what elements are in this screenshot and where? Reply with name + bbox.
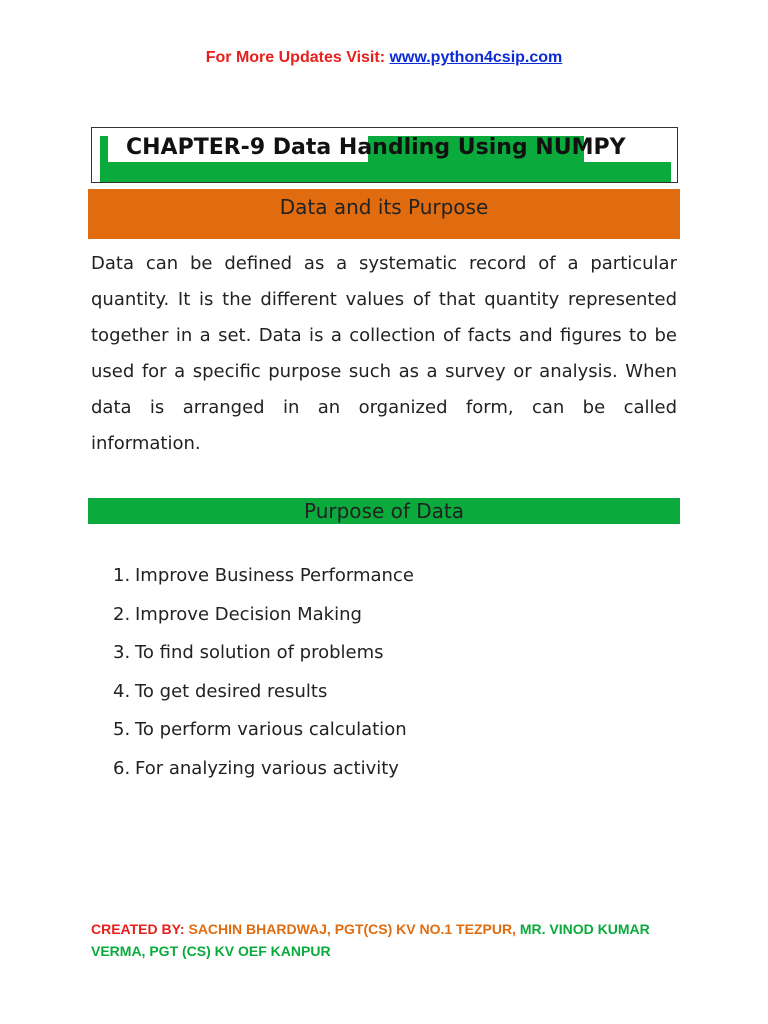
list-text: Improve Decision Making	[135, 603, 362, 625]
list-item	[113, 674, 414, 713]
list-number: 6.	[113, 757, 131, 779]
section-heading-purpose-of-data: Purpose of Data	[88, 498, 680, 524]
list-number: 5.	[113, 719, 131, 741]
list-text: Improve Business Performance	[135, 565, 414, 586]
list-item	[113, 635, 414, 674]
data-definition-paragraph: Data can be defined as a systematic record of a particular quantity. It is the different values of that quantity represented together in a set. Data is a collection of facts and figures to be used for a specific purpose such as a survey or analysis. When data is arranged in an organized form, can be called information.	[91, 253, 677, 454]
list-number: 4.	[113, 680, 131, 702]
author-2: MR. VINOD KUMAR VERMA, PGT (CS) KV OEF KANPUR	[91, 921, 650, 959]
chapter-highlight	[100, 162, 671, 183]
header-line	[0, 49, 768, 67]
list-number: 3.	[113, 642, 131, 664]
author-1: SACHIN BHARDWAJ, PGT(CS) KV NO.1 TEZPUR,	[188, 921, 516, 937]
list-text: For analyzing various activity	[135, 757, 399, 779]
list-text: To find solution of problems	[135, 642, 384, 664]
footer-credits	[91, 918, 651, 962]
created-by-label: CREATED BY:	[91, 921, 185, 937]
header-label: For More Updates Visit:	[205, 49, 386, 66]
list-number: 2.	[113, 603, 131, 625]
purpose-list	[113, 558, 414, 790]
list-item	[113, 597, 414, 636]
list-item	[113, 712, 414, 751]
section-heading-data-purpose: Data and its Purpose	[88, 189, 680, 239]
list-number: 1.	[113, 565, 131, 586]
list-text: To perform various calculation	[135, 719, 407, 741]
list-item	[113, 751, 414, 790]
website-link[interactable]: www.python4csip.com	[389, 49, 563, 66]
chapter-title: CHAPTER-9 Data Handling Using NUMPY	[126, 135, 626, 160]
chapter-title-box	[91, 127, 678, 183]
list-text: To get desired results	[135, 680, 328, 702]
list-item	[113, 558, 414, 597]
